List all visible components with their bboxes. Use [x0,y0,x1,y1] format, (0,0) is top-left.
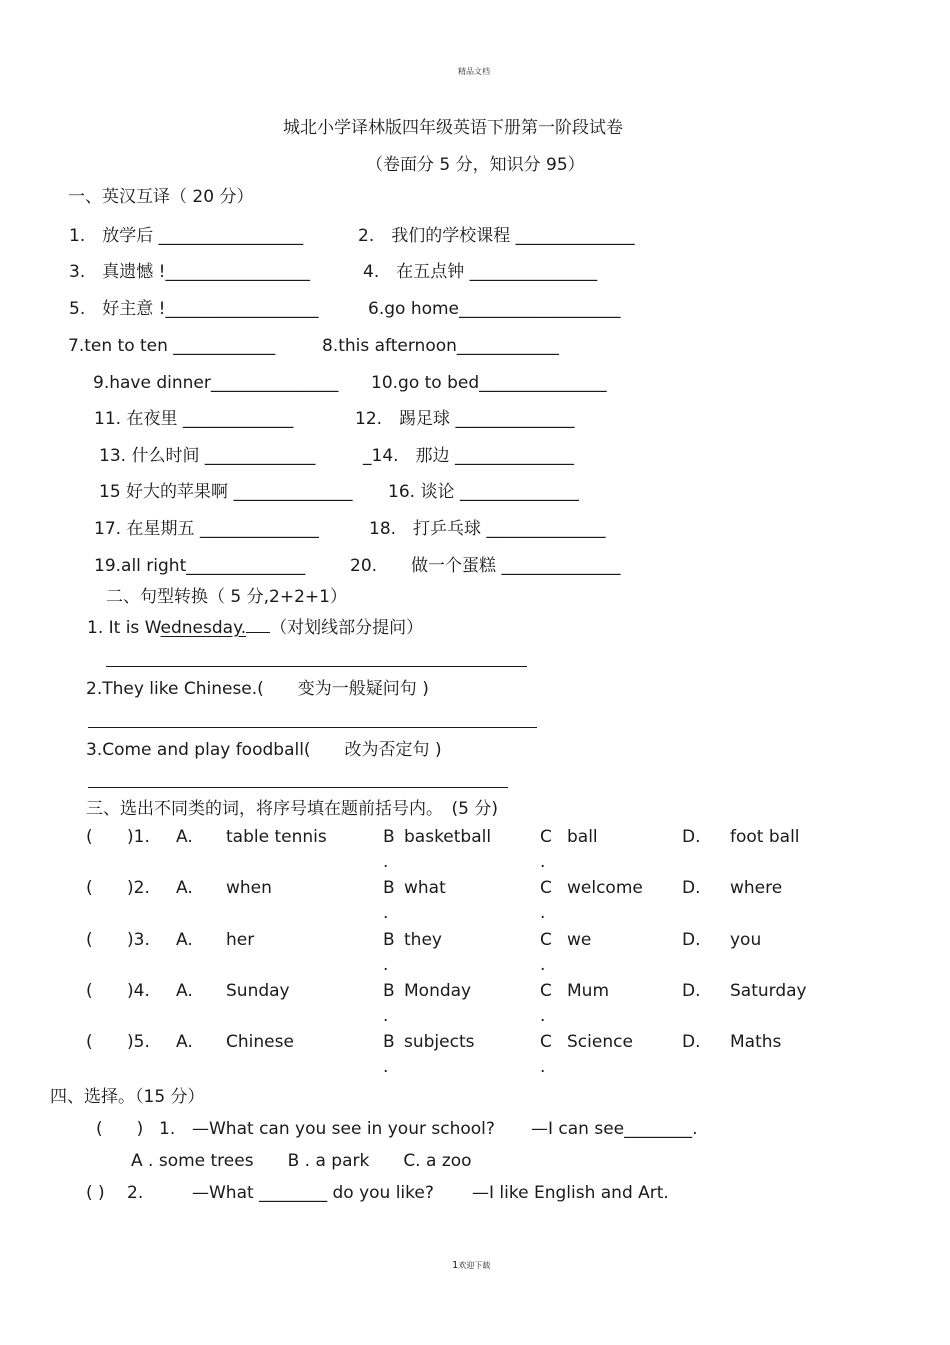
s3-row2-d-word: where [730,878,783,898]
s3-row3-b-dot: . [383,955,389,975]
s1-item-8: 8.this afternoon____________ [322,336,559,356]
s1-item-9: 9.have dinner_______________ [93,373,339,393]
s3-row3-d: D. [682,930,701,950]
s3-row5-a-word: Chinese [226,1032,294,1052]
s2-question-1 [87,617,423,639]
s2-q1-underline-tail [246,618,270,633]
s3-row4-b: B [383,981,395,1001]
s3-row2-c-word: welcome [567,878,643,898]
s3-row5-paren: ( [86,1032,93,1052]
s3-row1-b-word: basketball [404,827,492,847]
s1-item-2: 2. 我们的学校课程 ______________ [358,226,635,246]
s3-row1-c-word: ball [567,827,598,847]
s3-row1-b-dot: . [383,852,389,872]
s3-row2-num: )2. [127,878,150,898]
s1-item-10: 10.go to bed_______________ [371,373,607,393]
s1-item-1: 1. 放学后 _________________ [69,226,304,246]
s3-row2-b-word: what [404,878,446,898]
s3-row1-paren: ( [86,827,93,847]
s2-answer-line-2 [88,727,537,728]
s3-row2-b: B [383,878,395,898]
s3-row4-d: D. [682,981,701,1001]
s4-q2-question: —What ________ do you like? [192,1183,434,1203]
s3-row5-c-word: Science [567,1032,633,1052]
s1-item-12: 12. 踢足球 ______________ [355,409,575,429]
s4-q2-answer: —I like English and Art. [472,1183,669,1203]
s3-row2-paren: ( [86,878,93,898]
s3-row1-a-word: table tennis [226,827,327,847]
s3-row1-a: A. [176,827,193,847]
s2-question-3: 3.Come and play foodball( 改为否定句 ) [86,740,442,760]
s3-row3-d-word: you [730,930,762,950]
s3-row1-b: B [383,827,395,847]
section3-heading: 三、选出不同类的词，将序号填在题前括号内。 (5 分) [86,799,498,819]
s4-q2-num: 2. [127,1183,144,1203]
s3-row4-num: )4. [127,981,150,1001]
s3-row3-c-dot: . [540,955,546,975]
s3-row1-c-dot: . [540,852,546,872]
s1-item-4: 4. 在五点钟 _______________ [363,262,598,282]
section4-heading: 四、选择。（15 分） [50,1087,205,1107]
section1-heading: 一、英汉互译（ 20 分） [68,187,254,207]
s4-q1-answer: —I can see________. [531,1119,698,1139]
s3-row4-c-dot: . [540,1006,546,1026]
s3-row4-b-dot: . [383,1006,389,1026]
header-note: 精品文档 [458,67,490,76]
s3-row1-d-word: foot ball [730,827,800,847]
page-subtitle: （卷面分 5 分，知识分 95） [366,155,585,175]
s2-q1-underlined: ednesday. [160,618,247,638]
s3-row1-num: )1. [127,827,150,847]
s3-row5-c-dot: . [540,1057,546,1077]
s3-row4-c: C [540,981,552,1001]
s3-row5-b: B [383,1032,395,1052]
s1-item-14: _14. 那边 ______________ [363,446,574,466]
s3-row2-c-dot: . [540,903,546,923]
s3-row5-a: A. [176,1032,193,1052]
s1-item-15: 15 好大的苹果啊 ______________ [99,482,353,502]
s3-row2-b-dot: . [383,903,389,923]
s4-q1-options: A . some trees B . a park C. a zoo [131,1151,472,1171]
s1-item-3: 3. 真遗憾 !_________________ [69,262,310,282]
s1-item-6: 6.go home___________________ [368,299,621,319]
s1-item-7: 7.ten to ten ____________ [68,336,276,356]
s3-row3-a-word: her [226,930,255,950]
s1-item-11: 11. 在夜里 _____________ [94,409,294,429]
s3-row3-paren: ( [86,930,93,950]
s3-row3-b-word: they [404,930,442,950]
s4-q1-num: 1. [159,1119,176,1139]
s1-item-5: 5. 好主意 !__________________ [69,299,319,319]
s3-row4-a: A. [176,981,193,1001]
s3-row3-a: A. [176,930,193,950]
s3-row1-c: C [540,827,552,847]
footer [452,1260,490,1271]
page-title: 城北小学译林版四年级英语下册第一阶段试卷 [283,118,623,138]
s3-row5-num: )5. [127,1032,150,1052]
s2-q1-pre: 1. It is W [87,618,161,638]
s3-row2-d: D. [682,878,701,898]
s2-question-2: 2.They like Chinese.( 变为一般疑问句 ) [86,679,429,699]
s4-q2-paren: ( ) [86,1183,105,1203]
s3-row4-c-word: Mum [567,981,610,1001]
s3-row4-a-word: Sunday [226,981,290,1001]
s1-item-13: 13. 什么时间 _____________ [99,446,316,466]
s1-item-16: 16. 谈论 ______________ [388,482,579,502]
s3-row3-num: )3. [127,930,150,950]
s3-row3-c: C [540,930,552,950]
s1-item-20: 20. 做一个蛋糕 ______________ [350,556,621,576]
s3-row2-a-word: when [226,878,272,898]
s3-row1-d: D. [682,827,701,847]
footer-note: 欢迎下载 [458,1261,491,1270]
page-number: 1 [452,1260,459,1271]
s3-row4-b-word: Monday [404,981,472,1001]
s1-item-19: 19.all right______________ [94,556,306,576]
s4-q1-paren: ( ) [96,1119,144,1139]
s3-row4-paren: ( [86,981,93,1001]
s3-row5-d: D. [682,1032,701,1052]
s3-row5-d-word: Maths [730,1032,782,1052]
s2-q1-post: （对划线部分提问） [270,618,424,638]
s3-row2-a: A. [176,878,193,898]
section2-heading: 二、句型转换（ 5 分,2+2+1） [106,587,347,607]
s3-row4-d-word: Saturday [730,981,807,1001]
s1-item-17: 17. 在星期五 ______________ [94,519,319,539]
s3-row3-b: B [383,930,395,950]
s3-row5-b-word: subjects [404,1032,475,1052]
s1-item-18: 18. 打乒乓球 ______________ [369,519,606,539]
s2-answer-line-3 [88,787,508,788]
s3-row3-c-word: we [567,930,592,950]
s3-row2-c: C [540,878,552,898]
s4-q1-question: —What can you see in your school? [192,1119,495,1139]
s2-answer-line-1 [106,666,527,667]
s3-row5-b-dot: . [383,1057,389,1077]
s3-row5-c: C [540,1032,552,1052]
